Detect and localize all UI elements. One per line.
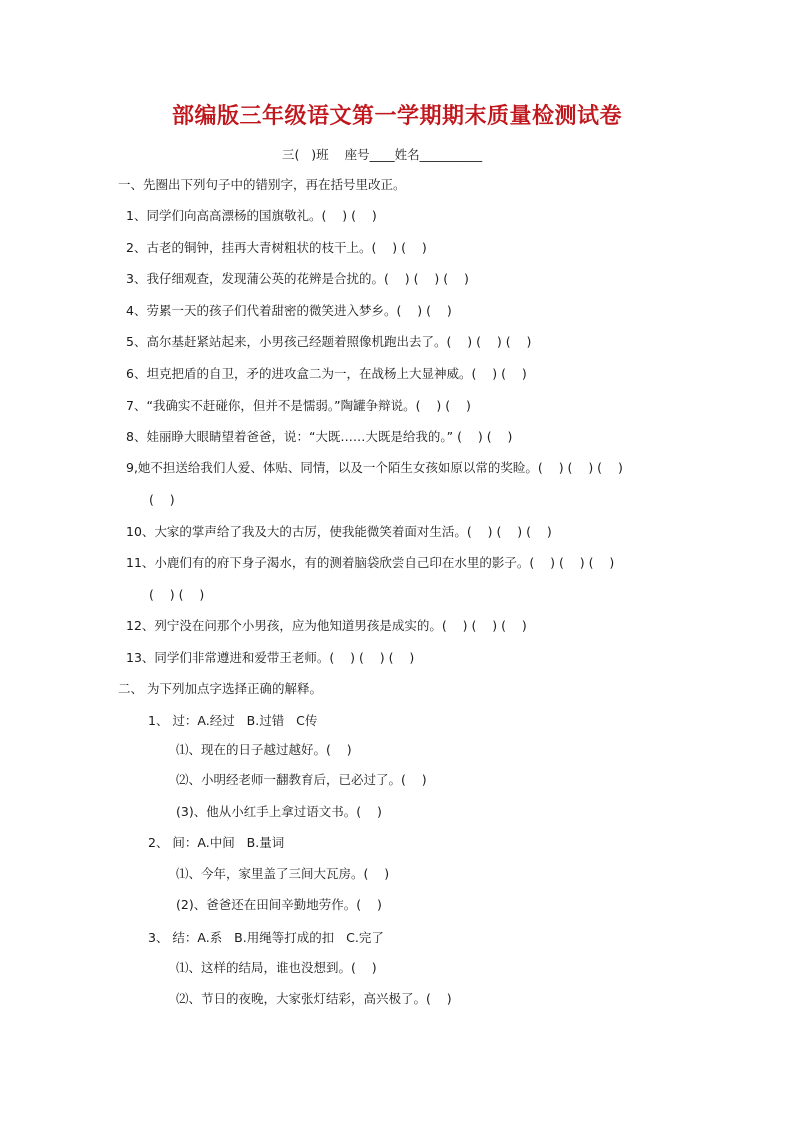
question-11: 11、小鹿们有的府下身子渴水，有的测着脑袋欣尝自己印在水里的影子。( ) ( ) ( ) <box>126 555 615 570</box>
question-2: 2、古老的铜钟，挂再大青树粗状的枝干上。( ) ( ) <box>126 240 427 255</box>
word-guo-item-1: ⑴、现在的日子越过越好。( ) <box>176 742 352 757</box>
word-jian-item-1: ⑴、今年，家里盖了三间大瓦房。( ) <box>176 866 390 881</box>
question-5: 5、高尔基赶紧站起来，小男孩己经题着照像机跑出去了。( ) ( ) ( ) <box>126 334 532 349</box>
word-guo-options: 1、 过：A.经过 B.过错 C传 <box>148 713 318 728</box>
question-4: 4、劳累一天的孩子们代着甜密的微笑进入梦乡。( ) ( ) <box>126 303 452 318</box>
class-seat-name-line: 三( )班 座号____姓名__________ <box>282 147 483 162</box>
question-1: 1、同学们向高高漂杨的国旗敬礼。( ) ( ) <box>126 208 377 223</box>
question-8: 8、娃丽睁大眼睛望着爸爸，说：“大既……大既是给我的。” ( ) ( ) <box>126 429 513 444</box>
word-jie-item-2: ⑵、节日的夜晚，大家张灯结彩，高兴极了。( ) <box>176 991 452 1006</box>
word-jie-options: 3、 结：A.系 B.用绳等打成的扣 C.完了 <box>148 930 384 945</box>
section-1-heading: 一、先圈出下列句子中的错别字，再在括号里改正。 <box>118 177 406 192</box>
question-6: 6、坦克把盾的自卫，矛的进攻盒二为一，在战杨上大显神威。( ) ( ) <box>126 366 527 381</box>
page-title: 部编版三年级语文第一学期期末质量检测试卷 <box>171 104 622 129</box>
question-10: 10、大家的掌声给了我及大的古厉，使我能微笑着面对生活。( ) ( ) ( ) <box>126 524 552 539</box>
question-7: 7、“我确实不赶碰你，但并不是懦弱。”陶罐争辩说。( ) ( ) <box>126 398 471 413</box>
question-9-continued: ( ) <box>149 492 175 507</box>
question-11-continued: ( ) ( ) <box>149 587 205 602</box>
question-3: 3、我仔细观查，发现蒲公英的花辨是合扰的。( ) ( ) ( ) <box>126 271 469 286</box>
question-13: 13、同学们非常遵进和爱带王老师。( ) ( ) ( ) <box>126 650 415 665</box>
word-jian-item-2: (2)、爸爸还在田间辛勤地劳作。( ) <box>176 897 382 912</box>
word-guo-item-3: (3)、他从小红手上拿过语文书。( ) <box>176 804 382 819</box>
question-9: 9,她不担送给我们人爱、体贴、同情，以及一个陌生女孩如原以常的奖睑。( ) ( ) ( ) <box>126 460 623 475</box>
section-2-heading: 二、 为下列加点字选择正确的解释。 <box>118 681 322 696</box>
question-12: 12、列宁没在问那个小男孩，应为他知道男孩是成实的。( ) ( ) ( ) <box>126 618 527 633</box>
word-jian-options: 2、 间：A.中间 B.量词 <box>148 835 285 850</box>
word-jie-item-1: ⑴、这样的结局，谁也没想到。( ) <box>176 960 377 975</box>
word-guo-item-2: ⑵、小明经老师一翻教育后，已必过了。( ) <box>176 772 427 787</box>
